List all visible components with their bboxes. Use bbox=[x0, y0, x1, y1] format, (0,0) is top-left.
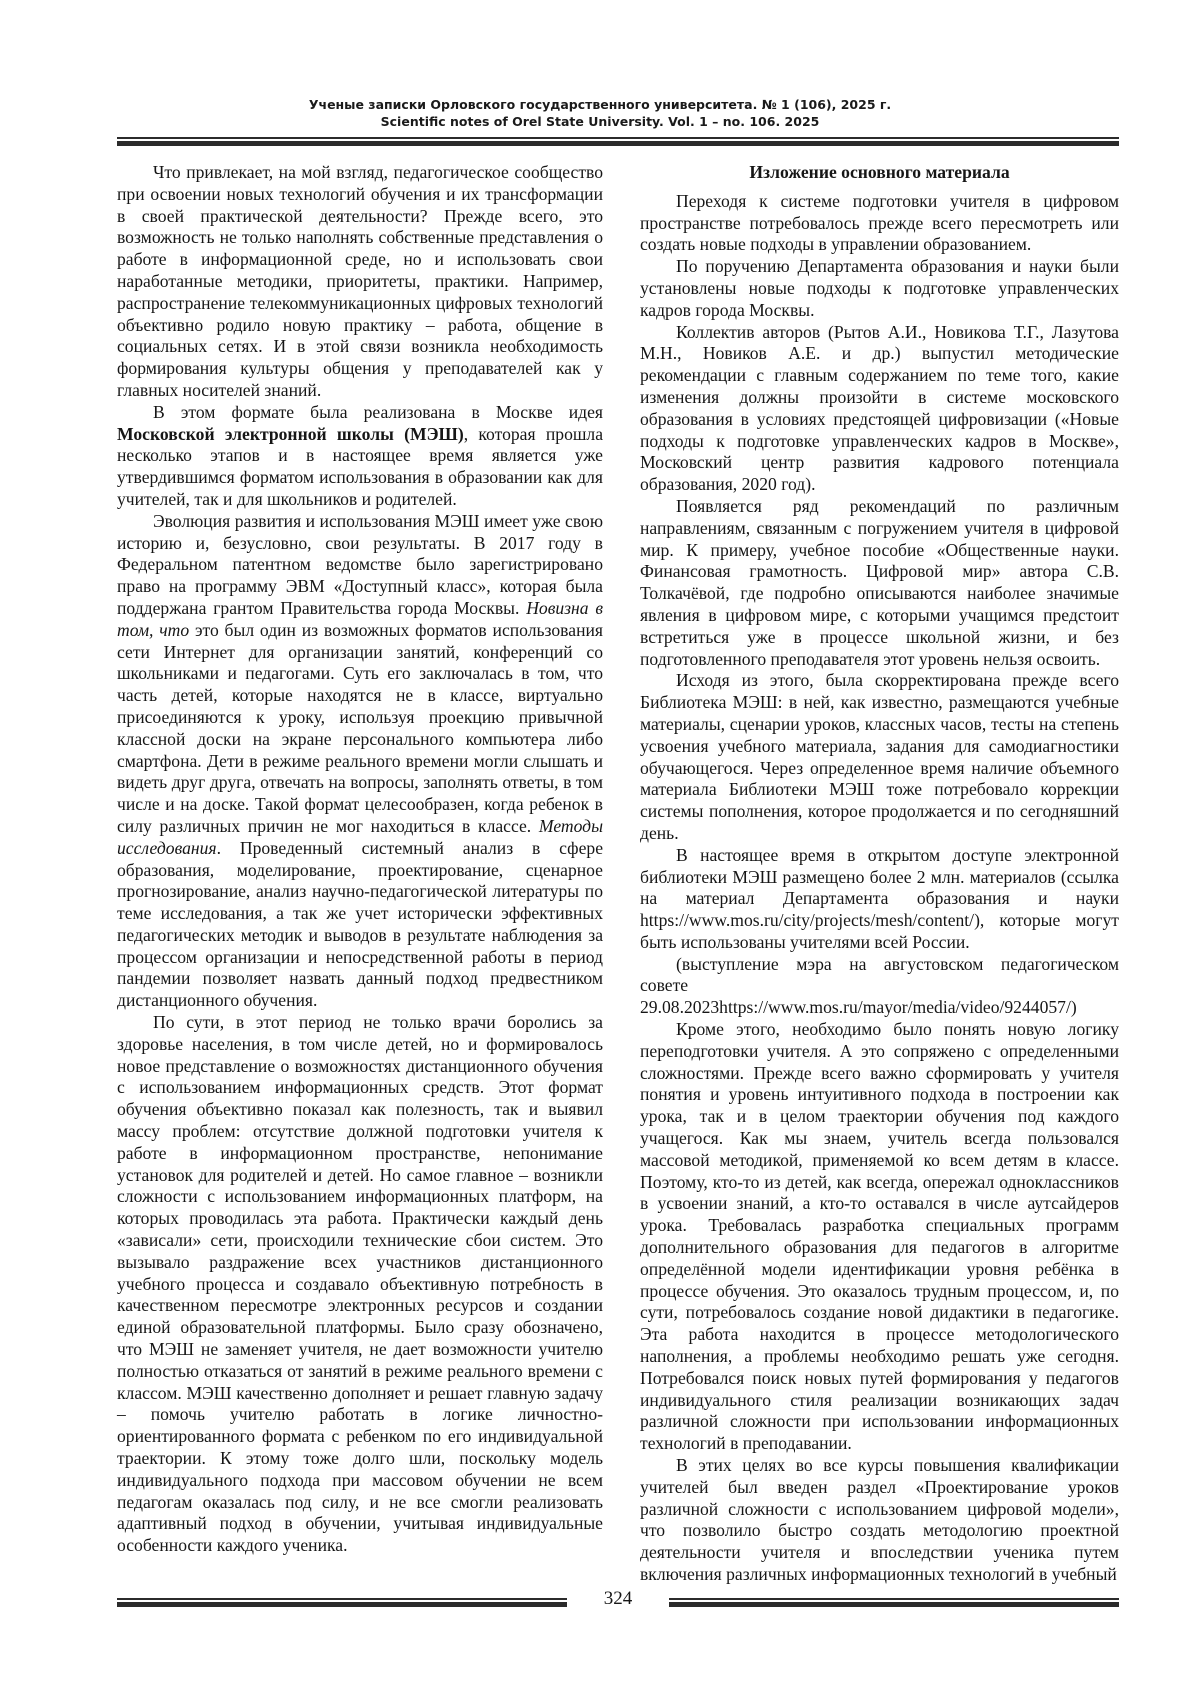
paragraph: Кроме этого, необходимо было понять новую логику переподготовки учителя. А это сопряжено с определенными сложностями. Прежде всего важно сформировать у учителя понятия и уровень интуитивного подхода в построении как урока, так и в целом траектории обучения под каждого учащегося. Как мы знаем, учитель всегда пользовался массовой методикой, применяемой ко всем детям в классе. Поэтому, кто-то из детей, как всегда, опережал одноклассников в усвоении знаний, а кто-то оставался в числе аутсайдеров урока. Требовалась разработка специальных программ дополнительного образования для педагогов в алгоритме определённой модели идентификации уровня ребёнка в процессе обучения. Это оказалось трудным процессом, и, по сути, потребовалось создание новой дидактики в педагогике. Эта работа находится в процессе методологического наполнения, а проблемы необходимо решать уже сегодня. Потребовался поиск новых путей формирования у педагогов индивидуального стиля реализации возникающих задач различной сложности при использовании информационных технологий в преподавании. bbox=[640, 1019, 1119, 1454]
paragraph: В этих целях во все курсы повышения квалификации учителей был введен раздел «Проектирование уроков различной сложности с использованием цифровой модели», что позволило быстро создать методологию проектной деятельности учителя и впоследствии ученика путем включения различных информационных технологий в учебный bbox=[640, 1455, 1119, 1584]
page-number: 324 bbox=[603, 1588, 633, 1609]
page-footer bbox=[117, 1586, 1119, 1620]
paragraph: Появляется ряд рекомендаций по различным направлениям, связанным с погружением учителя в цифровой мир. К примеру, учебное пособие «Общественные науки. Финансовая грамотность. Цифровой мир» автора С.В. Толкачёвой, где подробно описываются наиболее значимые явления в цифровом мире, с которыми учащимся предстоит встретиться уже в процессе школьной жизни, и без подготовленного преподавателя этот уровень нельзя освоить. bbox=[640, 495, 1119, 669]
header-line-english: Scientific notes of Orel State University. Vol. 1 – no. 106. 2025 bbox=[380, 114, 820, 129]
italic-phrase: Методы исследования bbox=[117, 815, 603, 858]
paragraph: По сути, в этот период не только врачи боролись за здоровье населения, в том числе детей, но и формировалось новое представление о возможностях дистанционного обучения с использованием информационных средств. Этот формат обучения объективно показал как полезность, так и выявил массу проблем: отсутствие должной подготовки учителя к работе в информационном пространстве, непонимание установок для родителей и детей. Но самое главное – возникли сложности с использованием информационных платформ, на которых проводилась эта работа. Практически каждый день «зависали» сети, происходили технические сбои систем. Это вызывало раздражение всех участников дистанционного учебного процесса и создавало объективную потребность в качественном пересмотре электронных ресурсов и создании единой образовательной платформы. Было сразу обозначено, что МЭШ не заменяет учителя, не дает возможности учителю полностью отказаться от занятий в режиме реального времени с классом. МЭШ качественно дополняет и решает главную задачу – помочь учителю работать в логике личностно-ориентированного формата с ребенком по его индивидуальной траектории. К этому тоже долго шли, поскольку модель индивидуального подхода при массовом обучении не всем педагогам оказалась под силу, и не все смогли реализовать адаптивный подход в обучении, учитывая индивидуальные особенности каждого ученика. bbox=[117, 1012, 603, 1556]
italic-phrase: Новизна в том, что bbox=[117, 597, 603, 640]
header-rule bbox=[117, 137, 1119, 146]
paragraph: Коллектив авторов (Рытов А.И., Новикова Т.Г., Лазутова М.Н., Новиков А.Е. и др.) выпустил методические рекомендации с главным содержанием по теме того, какие изменения должны произойти в системе московского образования в условиях предстоящей цифровизации («Новые подходы к подготовке управленческих кадров в Москве», Московский центр развития кадрового потенциала образования, 2020 год). bbox=[640, 321, 1119, 495]
bold-term: Московской электронной школы (МЭШ) bbox=[117, 423, 464, 444]
paragraph: Что привлекает, на мой взгляд, педагогическое сообщество при освоении новых технологий обучения и их трансформации в своей практической деятельности? Прежде всего, это возможность не только наполнять собственные представления о работе в информационной среде, но и использовать свои наработанные методики, приоритеты, практики. Например, распространение телекоммуникационных цифровых технологий объективно родило новую практику – работа, общение в социальных сетях. И в этой связи возникла необходимость формирования культуры общения у преподавателей как у главных носителей знаний. bbox=[117, 162, 603, 400]
paragraph: Исходя из этого, была скорректирована прежде всего Библиотека МЭШ: в ней, как известно, размещаются учебные материалы, сценарии уроков, классных часов, тесты на степень усвоения учебного материала, задания для самодиагностики обучающегося. Через определенное время наличие объемного материала Библиотеки МЭШ тоже потребовало коррекции системы пополнения, которое продолжается и по сегодняшний день. bbox=[640, 670, 1119, 843]
paragraph: Эволюция развития и использования МЭШ имеет уже свою историю и, безусловно, свои результаты. В 2017 году в Федеральном патентном ведомстве было зарегистрировано право на программу ЭВМ «Доступный класс», которая была поддержана грантом Правительства города Москвы. Новизна в том, что это был один из возможных форматов использования сети Интернет для организации занятий, конференций со школьниками и педагогами. Суть его заключалась в том, что часть детей, которые находятся не в классе, виртуально присоединяются к уроку, используя проекцию привычной классной доски на экране персонального компьютера либо смартфона. Дети в режиме реального времени могли слышать и видеть друг друга, отвечать на вопросы, заполнять ответы, в том числе и на доске. Такой формат целесообразен, когда ребенок в силу различных причин не мог находиться в классе. Методы исследования. Проведенный системный анализ в сфере образования, моделирование, проектирование, сценарное прогнозирование, анализ научно-педагогической литературы по теме исследования, а так же учет исторически эффективных педагогических методик и выводов в результате наблюдения за процессом организации и непосредственной работы в период пандемии позволяет назвать данный подход предвестником дистанционного обучения. bbox=[117, 510, 603, 1011]
running-header bbox=[0, 96, 1200, 130]
paragraph: Переходя к системе подготовки учителя в цифровом пространстве потребовалось прежде всего пересмотреть или создать новые подходы в управлении образованием. bbox=[640, 190, 1119, 255]
left-column bbox=[117, 162, 603, 1557]
paragraph: В настоящее время в открытом доступе электронной библиотеки МЭШ размещено более 2 млн. материалов (ссылка на материал Департамента образования и науки https://www.mos.ru/city/projects/mesh/content/), которые могут быть использованы учителями всей России. bbox=[640, 844, 1119, 952]
header-line-russian: Ученые записки Орловского государственного университета. № 1 (106), 2025 г. bbox=[308, 97, 892, 112]
right-column bbox=[640, 162, 1119, 1586]
paragraph: По поручению Департамента образования и науки были установлены новые подходы к подготовке управленческих кадров города Москвы. bbox=[640, 256, 1119, 320]
section-heading: Изложение основного материала bbox=[749, 162, 1010, 182]
paragraph: (выступление мэра на августовском педагогическом совете 29.08.2023https://www.mos.ru/mayor/media/video/9244057/) bbox=[640, 953, 1119, 1018]
footer-rule-right bbox=[669, 1598, 1119, 1607]
paragraph: В этом формате была реализована в Москве идея Московской электронной школы (МЭШ), которая прошла несколько этапов и в настоящее время является уже утвердившимся форматом использования в образовании как для учителей, так и для школьников и родителей. bbox=[117, 401, 603, 509]
